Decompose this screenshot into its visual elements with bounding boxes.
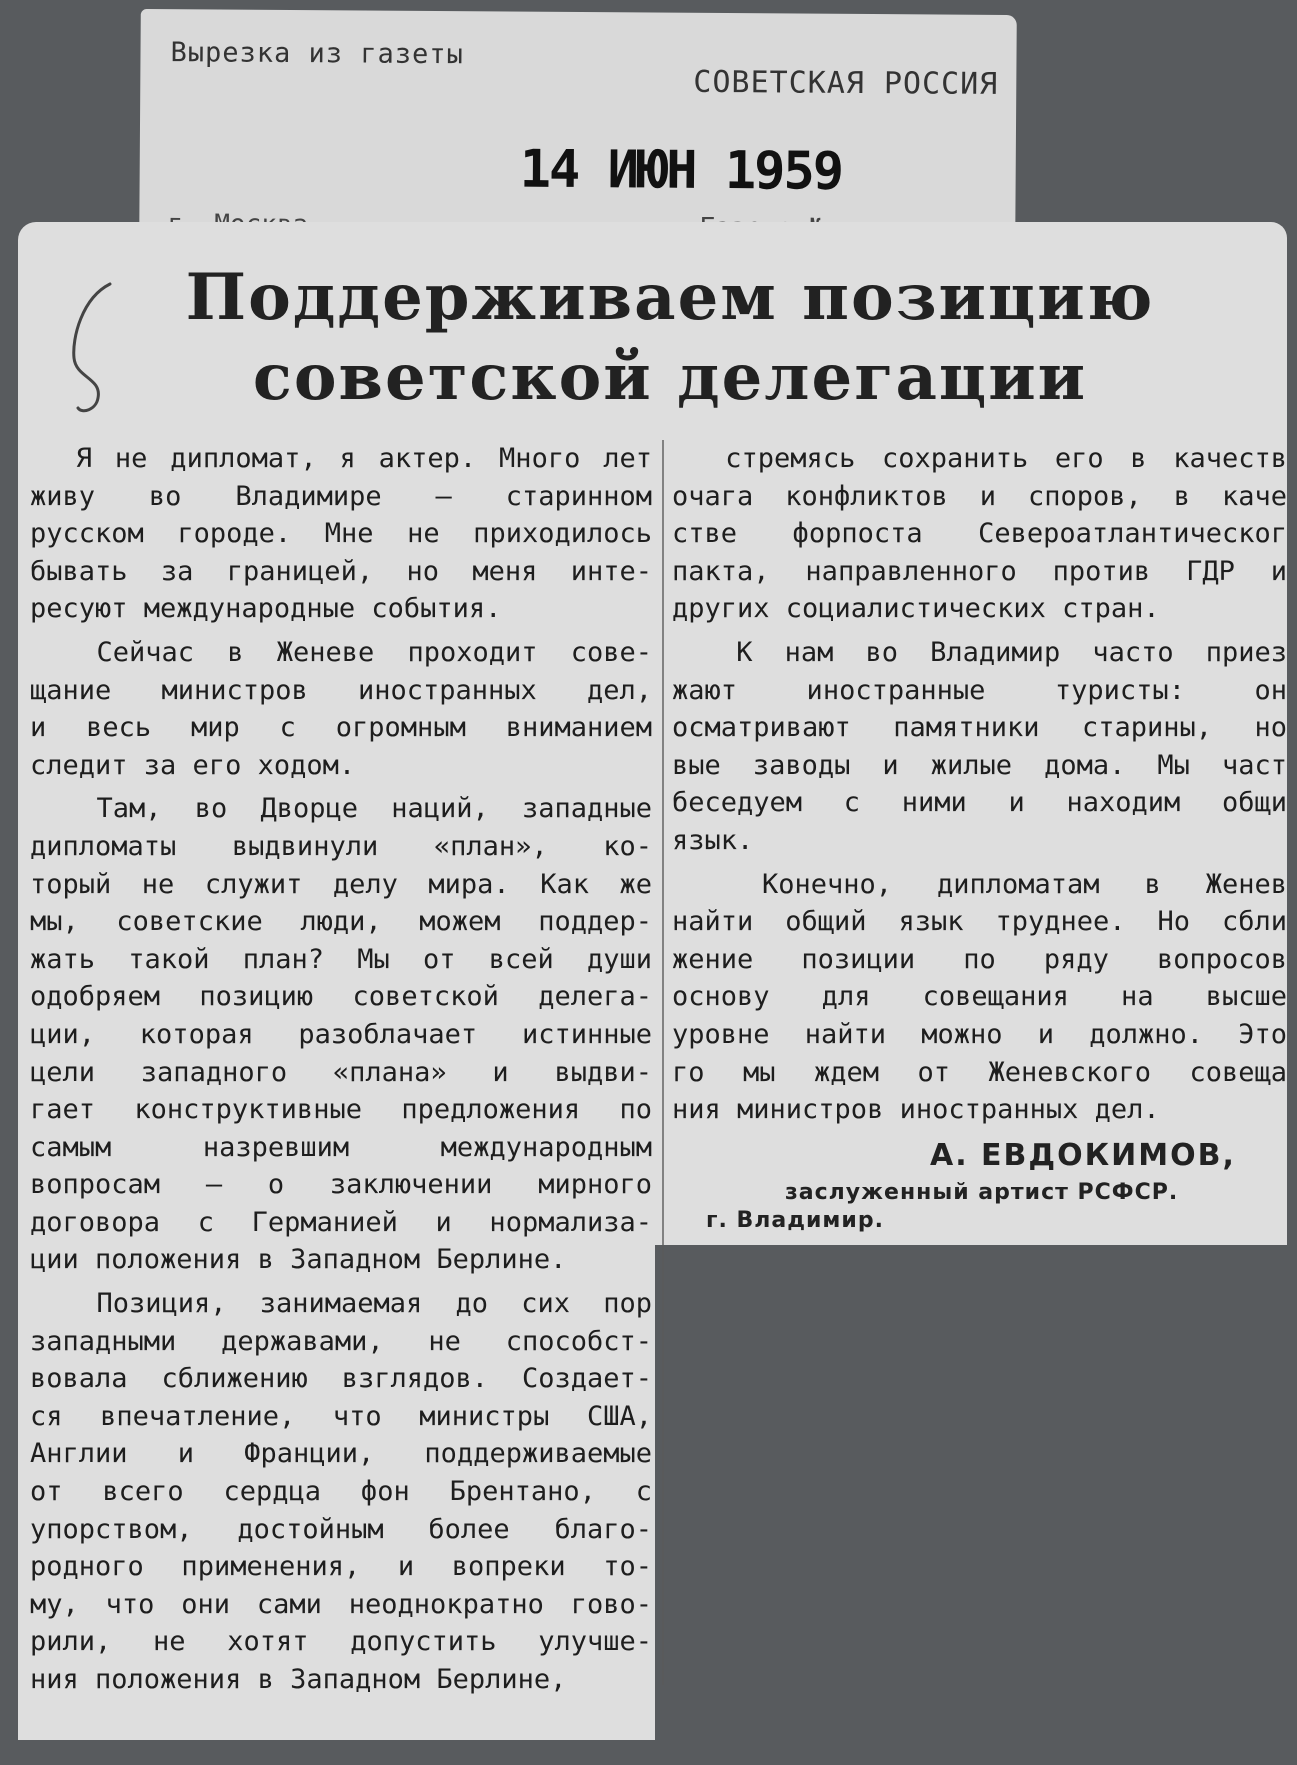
article-line: других социалистических стран. — [672, 593, 1160, 625]
article-line: жать такой план? Мы от всей души — [30, 943, 652, 975]
article-line: уровне найти можно и должно. Это — [672, 1018, 1287, 1050]
article-paragraph — [30, 440, 652, 628]
date-stamp: 14 ИЮН 1959 — [519, 139, 843, 202]
article-line: Сейчас в Женеве проходит сове- — [30, 636, 652, 668]
article-line: стве форпоста Североатлантическог — [672, 518, 1287, 550]
article-line: западными державами, не способст- — [30, 1325, 652, 1357]
article-line: бывать за границей, но меня инте- — [30, 555, 652, 587]
article-line: го мы ждем от Женевского совеща — [672, 1056, 1287, 1088]
article-line: следит за его ходом. — [30, 749, 356, 781]
article-line: язык. — [672, 824, 754, 856]
article-line: рили, не хотят допустить улучше- — [30, 1626, 652, 1658]
article-line: гает конструктивные предложения по — [30, 1094, 652, 1126]
article-headline — [140, 258, 1200, 418]
article-line: Конечно, дипломатам в Женев — [672, 868, 1287, 900]
article-line: жают иностранные туристы: он — [672, 674, 1287, 706]
article-line: договора с Германией и нормализа- — [30, 1206, 652, 1238]
author-city: г. Владимир. — [706, 1208, 884, 1233]
article-line: мы, советские люди, можем поддер- — [30, 906, 652, 938]
article-line: вовала сближению взглядов. Создает- — [30, 1363, 652, 1395]
article-line: ции, которая разоблачает истинные — [30, 1018, 652, 1050]
article-line: вопросам — о заключении мирного — [30, 1169, 652, 1201]
article-line: Я не дипломат, я актер. Много лет — [30, 443, 652, 474]
article-line: дипломаты выдвинули «план», ко- — [30, 830, 652, 862]
clipping-background-gap — [655, 1245, 1297, 1765]
headline-line-1: Поддерживаем позицию — [185, 260, 1155, 335]
article-line: одобряем позицию советской делега- — [30, 981, 652, 1013]
article-line: осматривают памятники старины, но — [672, 712, 1287, 744]
article-line: русском городе. Мне не приходилось — [30, 518, 652, 550]
article-line: упорством, достойным более благо- — [30, 1513, 652, 1545]
article-line: родного применения, и вопреки то- — [30, 1551, 652, 1583]
article-line: ния положения в Западном Берлине, — [30, 1664, 567, 1695]
article-paragraph — [30, 634, 652, 784]
article-line: Там, во Дворце наций, западные — [30, 793, 652, 825]
article-left-column — [30, 440, 652, 1705]
article-paragraph — [30, 790, 652, 1279]
article-line: найти общий язык труднее. Но сбли — [672, 906, 1287, 938]
article-line: торый не служит делу мира. Как же — [30, 868, 652, 900]
author-title: заслуженный артист РСФСР. — [785, 1180, 1179, 1205]
article-line: и весь мир с огромным вниманием — [30, 712, 652, 744]
article-right-column — [672, 440, 1287, 1135]
article-line: Англии и Франции, поддерживаемые — [30, 1438, 652, 1470]
article-paragraph — [30, 1285, 652, 1699]
article-line: Позиция, занимаемая до сих пор — [30, 1288, 652, 1320]
author-name: А. ЕВДОКИМОВ, — [930, 1138, 1236, 1173]
article-line: К нам во Владимир часто приез — [672, 636, 1287, 668]
headline-line-2: советской делегации — [252, 340, 1088, 415]
column-divider — [662, 440, 664, 1685]
article-line: очага конфликтов и споров, в каче — [672, 480, 1287, 512]
article-line: ся впечатление, что министры США, — [30, 1400, 652, 1432]
article-line: беседуем с ними и находим общи — [672, 787, 1287, 819]
slip-label: Вырезка из газеты — [170, 37, 464, 71]
article-line: самым назревшим международным — [30, 1131, 652, 1163]
article-line: ции положения в Западном Берлине. — [30, 1244, 567, 1276]
article-paragraph — [672, 866, 1287, 1129]
article-paragraph — [672, 634, 1287, 860]
slip-newspaper-name: СОВЕТСКАЯ РОССИЯ — [693, 64, 999, 102]
article-line: му, что они сами неоднократно гово- — [30, 1588, 652, 1620]
article-line: пакта, направленного против ГДР и — [672, 555, 1287, 587]
article-line: вые заводы и жилые дома. Мы част — [672, 749, 1287, 781]
article-line: ресуют международные события. — [30, 593, 502, 625]
article-line: щание министров иностранных дел, — [30, 674, 652, 706]
article-line: живу во Владимире — старинном — [30, 480, 652, 512]
article-paragraph — [672, 440, 1287, 628]
pencil-mark-icon — [62, 278, 122, 418]
article-line: основу для совещания на высше — [672, 981, 1287, 1013]
clipping-label-slip — [139, 9, 1017, 245]
article-line: стремясь сохранить его в качеств — [672, 443, 1287, 474]
article-line: цели западного «плана» и выдви- — [30, 1056, 652, 1088]
article-line: ния министров иностранных дел. — [672, 1094, 1160, 1126]
article-line: жение позиции по ряду вопросов — [672, 943, 1287, 975]
article-line: от всего сердца фон Брентано, с — [30, 1476, 652, 1508]
